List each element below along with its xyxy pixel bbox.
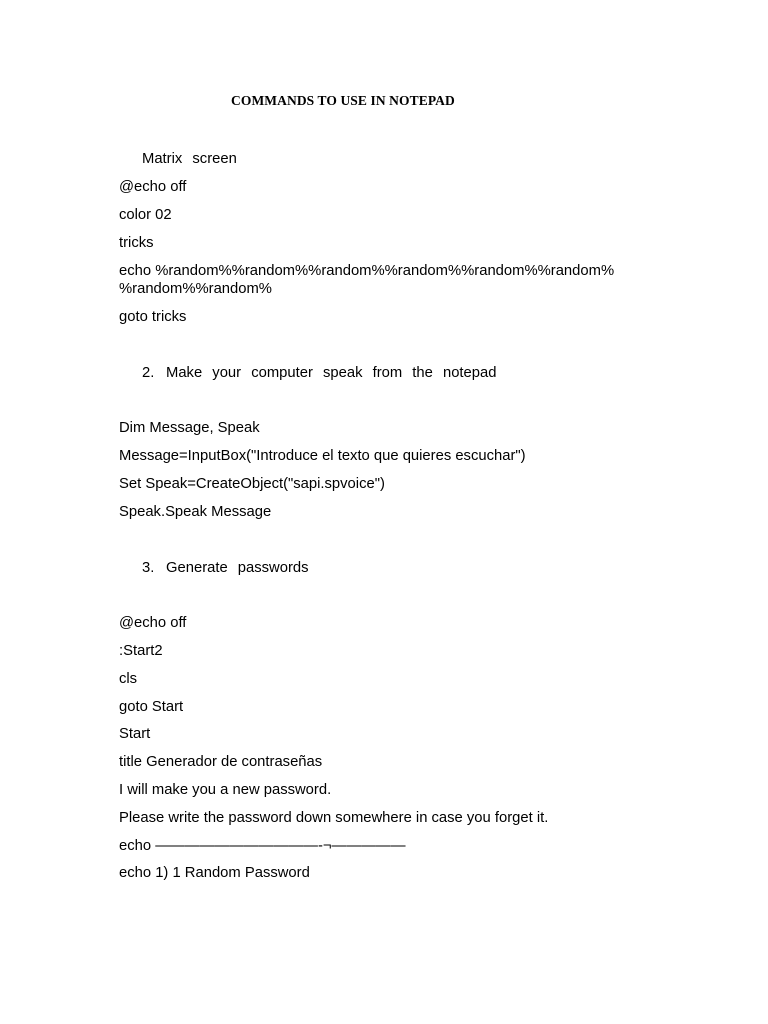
code-line: echo 1) 1 Random Password <box>119 865 310 881</box>
code-line: goto tricks <box>119 309 187 325</box>
code-line: color 02 <box>119 207 172 223</box>
section-heading-speak: Make your computer speak from the notepad <box>166 365 497 381</box>
code-line: @echo off <box>119 179 187 195</box>
code-line: Speak.Speak Message <box>119 504 272 520</box>
section-number-speak: 2. <box>142 365 155 381</box>
code-line: %random%%random% <box>119 281 272 297</box>
section-heading-matrix: Matrix screen <box>142 151 237 167</box>
code-line: title Generador de contraseñas <box>119 754 323 770</box>
code-line: Please write the password down somewhere in case you forget it. <box>119 810 549 826</box>
code-line: Dim Message, Speak <box>119 420 260 436</box>
section-number-passwords: 3. <box>142 560 155 576</box>
code-line: echo ———————————-¬————— <box>119 838 406 854</box>
code-line: Message=InputBox("Introduce el texto que quieres escuchar") <box>119 448 526 464</box>
code-line: cls <box>119 671 138 687</box>
section-heading-passwords: Generate passwords <box>166 560 309 576</box>
code-line: :Start2 <box>119 643 163 659</box>
code-line: echo %random%%random%%random%%random%%random%%random% <box>119 263 615 279</box>
code-line: goto Start <box>119 699 184 715</box>
document-title: COMMANDS TO USE IN NOTEPAD <box>231 93 455 108</box>
code-line: tricks <box>119 235 154 251</box>
code-line: Set Speak=CreateObject("sapi.spvoice") <box>119 476 385 492</box>
code-line: I will make you a new password. <box>119 782 332 798</box>
code-line: @echo off <box>119 615 187 631</box>
code-line: Start <box>119 726 151 742</box>
